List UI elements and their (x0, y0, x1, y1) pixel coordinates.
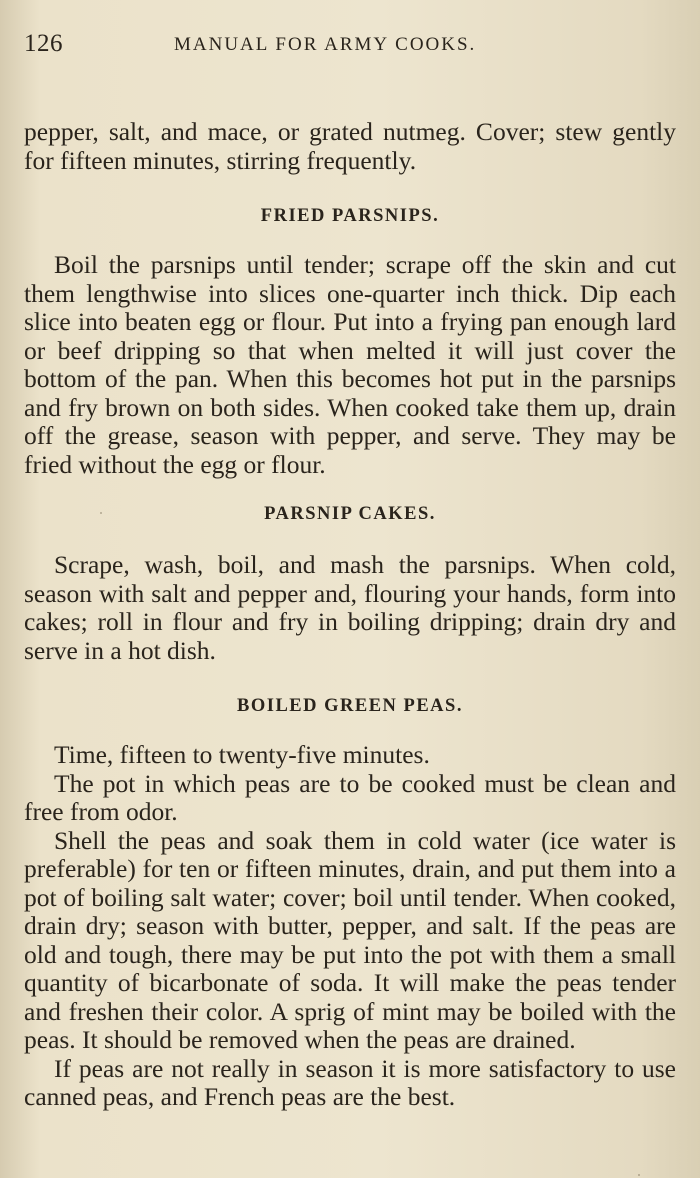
running-header (24, 30, 676, 66)
section-fried-parsnips (24, 205, 676, 479)
paper-speck (100, 512, 102, 514)
green-peas-pot-paragraph: The pot in which peas are to be cooked must be clean and free from odor. (24, 768, 676, 826)
running-title: MANUAL FOR ARMY COOKS. (174, 34, 477, 55)
section-parsnip-cakes (24, 503, 676, 665)
green-peas-time-paragraph: Time, fifteen to twenty-five minutes. (54, 740, 430, 769)
section-heading-fried-parsnips: FRIED PARSNIPS. (260, 206, 440, 226)
section-boiled-green-peas (24, 695, 676, 1112)
page-number: 126 (24, 30, 63, 57)
parsnip-cakes-paragraph: Scrape, wash, boil, and mash the parsnips. When cold, season with salt and pepper and, flouring your hands, form into cakes; roll in flour and fry in boiling dripping; drain dry and serve in a hot dish. (24, 550, 676, 665)
section-heading-boiled-green-peas: BOILED GREEN PEAS. (237, 696, 463, 716)
continuation-paragraph: pepper, salt, and mace, or grated nutmeg. Cover; stew gently for fifteen minutes, stirring frequently. (24, 117, 676, 175)
section-heading-parsnip-cakes: PARSNIP CAKES. (264, 504, 436, 524)
paper-speck (638, 1174, 640, 1176)
page-content (24, 30, 676, 1112)
green-peas-canned-paragraph: If peas are not really in season it is more satisfactory to use canned peas, and French peas are the best. (24, 1053, 676, 1111)
fried-parsnips-paragraph: Boil the parsnips until tender; scrape off the skin and cut them lengthwise into slices one-quarter inch thick. Dip each slice into beaten egg or flour. Put into a frying pan enough lard or beef dripping so that when melted it will just cover the bottom of the pan. When this becomes hot put in the parsnips and fry brown on both sides. When cooked take them up, drain off the grease, season with pepper, and serve. They may be fried without the egg or flour. (24, 250, 676, 479)
green-peas-method-paragraph: Shell the peas and soak them in cold water (ice water is preferable) for ten or fifteen minutes, drain, and put them into a pot of boiling salt water; cover; boil until tender. When cooked, drain dry; season with butter, pepper, and salt. If the peas are old and tough, there may be put into the pot with them a small quantity of bicarbonate of soda. It will make the peas tender and freshen their color. A sprig of mint may be boiled with the peas. It should be removed when the peas are drained. (24, 825, 676, 1054)
